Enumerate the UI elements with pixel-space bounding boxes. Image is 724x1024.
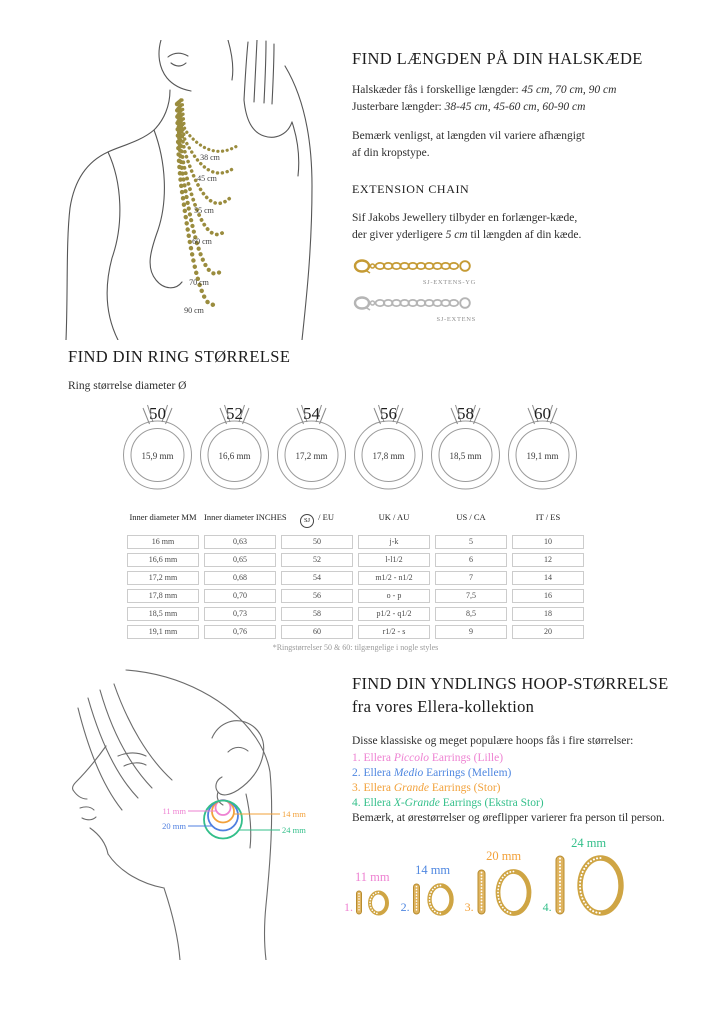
- gold-chain-image: [352, 256, 478, 276]
- hoop-earrings-11mm-image: [355, 888, 389, 916]
- necklace-info-column: [352, 48, 717, 323]
- ring-section-header: [68, 346, 290, 395]
- product-number: 2.: [400, 899, 410, 914]
- diagram-label-11mm: 11 mm: [162, 806, 186, 816]
- hoop-products-row: [344, 836, 724, 916]
- table-row: 19,1 mm 0,76 60 r1/2 - s 9 20: [127, 625, 584, 639]
- ring-diagram-54: [273, 398, 350, 494]
- hoop-note: Bemærk, at ørestørrelser og øreflipper varierer fra person til person.: [352, 812, 665, 825]
- header-inner-diameter-inches: Inner diameter INCHES: [204, 512, 287, 522]
- gold-extension-chain: [352, 256, 478, 286]
- necklace-length-label: 55 cm: [194, 206, 214, 215]
- hoop-earrings-20mm-image: [476, 867, 532, 916]
- list-item-grande: 3. Ellera Grande Earrings (Stor): [352, 781, 501, 794]
- sj-logo: SJ: [300, 514, 314, 528]
- ring-section-subtitle: Ring størrelse diameter Ø: [68, 380, 187, 392]
- necklace-length-label: 60 cm: [192, 237, 212, 246]
- gold-chain-sku: SJ-EXTENS-YG: [422, 279, 476, 286]
- svg-text:56: 56: [380, 404, 397, 423]
- product-size-label: 20 mm: [486, 848, 522, 863]
- ring-diagram-56: [350, 398, 427, 494]
- hoop-intro: Disse klassiske og meget populære hoops fås i fire størrelser:: [352, 735, 634, 747]
- svg-text:58: 58: [457, 404, 474, 423]
- extension-chain-paragraph: Sif Jakobs Jewellery tilbyder en forlænger-kæde, der giver yderligere 5 cm til længden af din kæde.: [352, 212, 582, 241]
- svg-text:19,1 mm: 19,1 mm: [526, 451, 559, 461]
- ring-size-table: [127, 512, 584, 652]
- silver-extension-chain: [352, 293, 478, 323]
- hoop-earrings-24mm-image: [554, 854, 624, 916]
- ring-table-header-row: [127, 512, 584, 528]
- svg-text:52: 52: [226, 404, 243, 423]
- ring-diagram-52: [196, 398, 273, 494]
- svg-text:60: 60: [534, 404, 551, 423]
- list-item-piccolo: 1. Ellera Piccolo Earrings (Lille): [352, 751, 504, 764]
- header-sj-eu: SJ / EU: [281, 512, 353, 528]
- diagram-label-20mm: 20 mm: [162, 821, 186, 831]
- silver-chain-sku: SJ-EXTENS: [436, 316, 476, 323]
- svg-text:18,5 mm: 18,5 mm: [449, 451, 482, 461]
- ring-size-diagrams: [119, 398, 581, 494]
- hoop-product-x-grande: [543, 836, 624, 916]
- product-number: 1.: [344, 899, 353, 914]
- necklace-length-label: 45 cm: [197, 174, 217, 183]
- product-size-label: 14 mm: [415, 862, 451, 877]
- diagram-label-24mm: 24 mm: [282, 825, 306, 835]
- extension-chain-heading: EXTENSION CHAIN: [352, 182, 470, 196]
- ring-diagram-58: [427, 398, 504, 494]
- header-it-es: IT / ES: [535, 512, 561, 522]
- svg-text:54: 54: [303, 404, 320, 423]
- hoop-section-title: FIND DIN YNDLINGS HOOP-STØRRELSE fra vores Ellera-kollektion: [352, 674, 669, 716]
- necklace-lengths-paragraph: [352, 82, 717, 115]
- ear-hoop-diagram: [60, 660, 320, 960]
- diagram-label-14mm: 14 mm: [282, 809, 306, 819]
- table-row: 17,8 mm 0,70 56 o - p 7,5 16: [127, 589, 584, 603]
- necklace-length-label: 90 cm: [184, 306, 204, 315]
- product-number: 4.: [542, 899, 552, 914]
- hoop-product-medio: [401, 863, 454, 916]
- svg-text:17,8 mm: 17,8 mm: [372, 451, 405, 461]
- hoop-size-list: [352, 751, 724, 812]
- list-item-medio: 2. Ellera Medio Earrings (Mellem): [352, 766, 512, 779]
- table-row: 16 mm 0,63 50 j-k 5 10: [127, 535, 584, 549]
- ring-table-footnote: *Ringstørrelser 50 & 60: tilgængelige i nogle styles: [272, 642, 439, 652]
- header-us-ca: US / CA: [456, 512, 486, 522]
- ring-table-body: [127, 535, 584, 639]
- necklace-length-label: 38 cm: [200, 153, 220, 162]
- header-uk-au: UK / AU: [378, 512, 410, 522]
- table-row: 16,6 mm 0,65 52 l-l1/2 6 12: [127, 553, 584, 567]
- svg-text:15,9 mm: 15,9 mm: [141, 451, 174, 461]
- product-size-label: 11 mm: [355, 869, 390, 884]
- table-row: 18,5 mm 0,73 58 p1/2 - q1/2 8,5 18: [127, 607, 584, 621]
- ring-section-title: FIND DIN RING STØRRELSE: [68, 347, 291, 366]
- hoop-24mm-ring: [204, 801, 242, 839]
- necklace-section-title: FIND LÆNGDEN PÅ DIN HALSKÆDE: [352, 49, 643, 68]
- necklace-model-illustration: [60, 40, 340, 340]
- silver-chain-image: [352, 293, 478, 313]
- list-item-x-grande: 4. Ellera X-Grande Earrings (Ekstra Stor): [352, 797, 544, 810]
- necklace-note-paragraph: Bemærk venligst, at længden vil variere afhængigt af din kropstype.: [352, 130, 585, 159]
- header-inner-diameter-mm: Inner diameter MM: [129, 512, 197, 522]
- lengths-line: Halskæder fås i forskellige længder: 45 cm, 70 cm, 90 cm: [352, 84, 617, 96]
- necklace-length-label: 70 cm: [189, 278, 209, 287]
- adjustable-lengths-line: Justerbare længder: 38-45 cm, 45-60 cm, 60-90 cm: [352, 100, 586, 113]
- table-row: 17,2 mm 0,68 54 m1/2 - n1/2 7 14: [127, 571, 584, 585]
- hoop-product-piccolo: [344, 870, 390, 916]
- svg-text:17,2 mm: 17,2 mm: [295, 451, 328, 461]
- hoop-product-grande: [465, 849, 532, 916]
- svg-text:16,6 mm: 16,6 mm: [218, 451, 251, 461]
- hoop-info-column: [344, 672, 724, 916]
- product-size-label: 24 mm: [571, 835, 607, 850]
- svg-text:50: 50: [149, 404, 166, 423]
- hoop-earrings-14mm-image: [412, 881, 454, 916]
- ring-diagram-60: [504, 398, 581, 494]
- product-number: 3.: [464, 899, 474, 914]
- ring-diagram-50: [119, 398, 196, 494]
